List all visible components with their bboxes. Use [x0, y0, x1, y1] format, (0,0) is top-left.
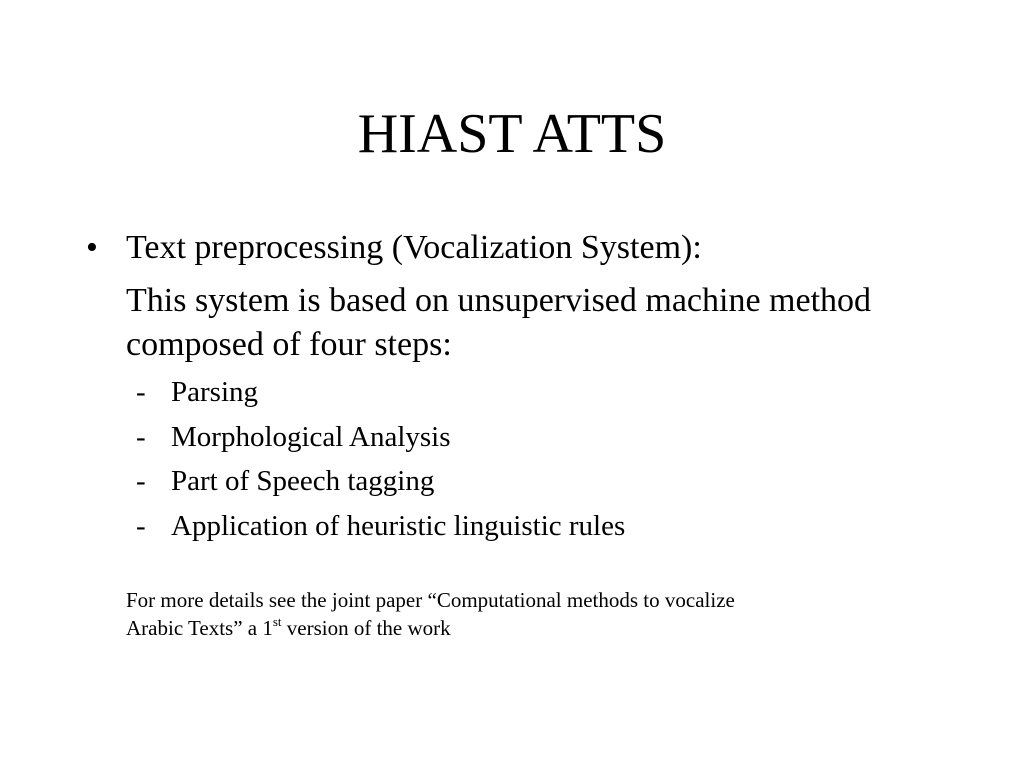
- note-line-1: For more details see the joint paper “Computational methods to vocalize: [126, 588, 735, 612]
- dash-icon: -: [136, 465, 146, 497]
- step-item: [136, 374, 258, 410]
- reference-note: [126, 586, 926, 642]
- step-text: Parsing: [171, 376, 258, 408]
- note-superscript: st: [272, 614, 282, 629]
- bullet-item: [86, 226, 702, 270]
- step-text: Application of heuristic linguistic rules: [171, 510, 626, 542]
- note-line-2-end: version of the work: [281, 616, 451, 640]
- description-paragraph: This system is based on unsupervised machine method composed of four steps:: [126, 282, 872, 363]
- step-text: Part of Speech tagging: [171, 465, 435, 497]
- bullet-icon: •: [86, 229, 98, 266]
- step-item: [136, 463, 434, 499]
- dash-icon: -: [136, 421, 146, 453]
- note-line-2-start: Arabic Texts” a 1: [126, 616, 273, 640]
- dash-icon: -: [136, 510, 146, 542]
- step-text: Morphological Analysis: [171, 421, 451, 453]
- note-line-2: [126, 614, 926, 642]
- dash-icon: -: [136, 376, 146, 408]
- slide-title: HIAST ATTS: [357, 103, 667, 165]
- bullet-text: Text preprocessing (Vocalization System):: [126, 229, 702, 266]
- step-item: [136, 419, 451, 455]
- step-item: [136, 508, 625, 544]
